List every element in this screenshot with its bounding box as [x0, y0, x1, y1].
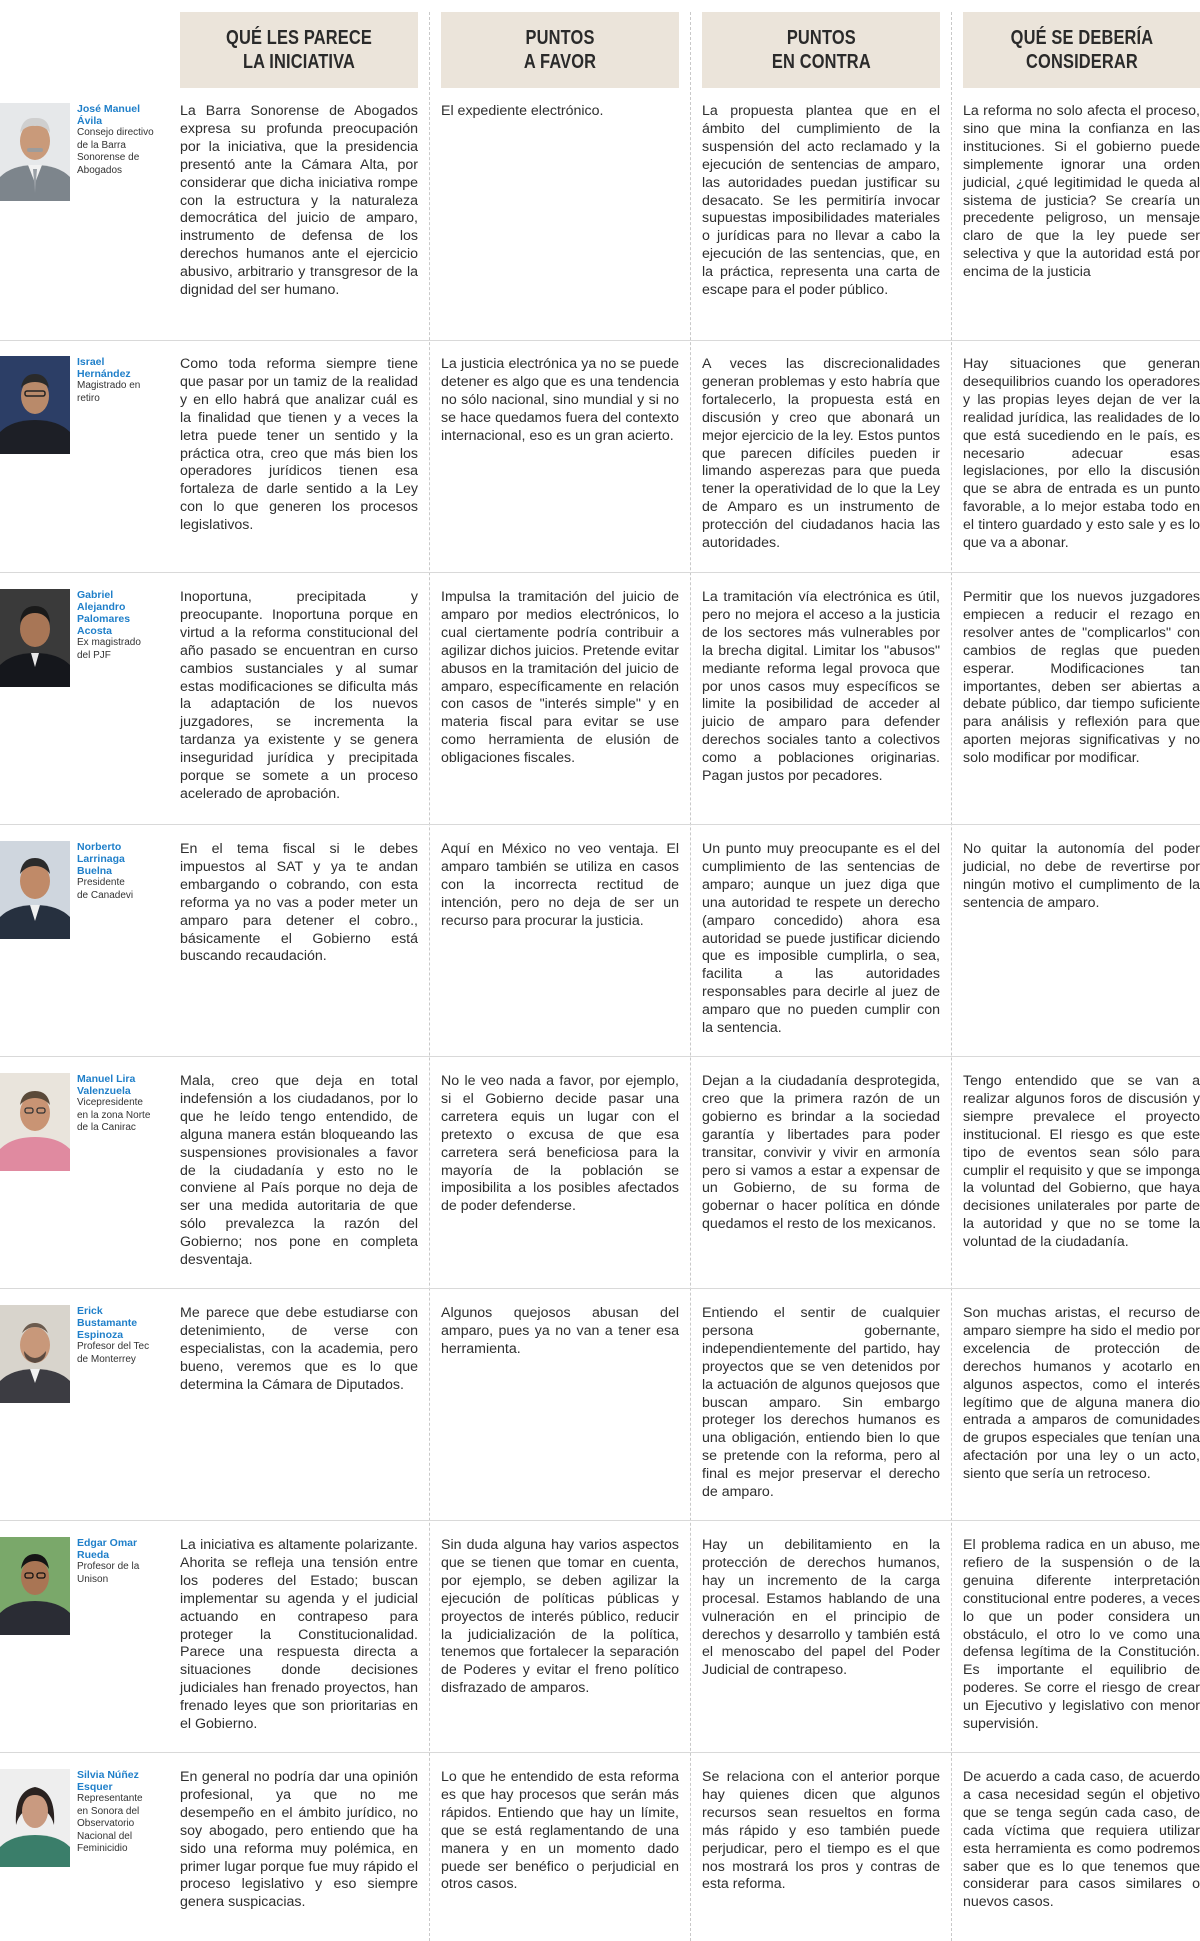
- favor-cell: Impulsa la tramitación del juicio de amparo por medios electrónicos, lo cual ciertamente podría contribuir a agilizar dichos juicios. Pretende evitar abusos en la tramitación del juicio de amparo, específicamente en relación con casos de "interés simple" y en materia fiscal para evitar se use como herramienta de elusión de obligaciones fiscales.: [441, 589, 679, 767]
- considerar-cell: La reforma no solo afecta el proceso, sino que mina la confianza en las instituciones. Si el gobierno puede simplemente ignorar una orden judicial, ¿qué legitimidad le queda al sistema de justicia? Se crearía un precedente peligroso, un mensaje claro de que la ley puede ser selectiva y que la autoridad está por encima de la justicia: [963, 103, 1200, 281]
- header-favor: PUNTOS A FAVOR: [441, 12, 679, 88]
- header-considerar: QUÉ SE DEBERÍA CONSIDERAR: [963, 12, 1200, 88]
- contra-cell: Dejan a la ciudadanía desprotegida, creo que la primera razón de un gobierno es brindar a la sociedad garantía y libertades para poder transitar, convivir y vivir en armonía pero si vamos a estar a expensar de un Gobierno, de su forma de gobernar o hacer política en dónde quedamos el resto de los mexicanos.: [702, 1073, 940, 1233]
- opinion-cell: En el tema fiscal si le debes impuestos al SAT y ya te andan embargando o cobrando, con esta reforma ya no vas a poder meter un amparo para detener el cobro., básicamente el Gobierno está buscando recaudación.: [180, 841, 418, 965]
- person-name: Gabriel Alejandro Palomares Acosta: [77, 589, 131, 637]
- opinion-cell: La iniciativa es altamente polarizante. Ahorita se refleja una tensión entre los poderes del Estado; buscan implementar su agenda y el judicial actuando en contrapeso para proteger la Constitucionalidad. Parece una respuesta directa a situaciones donde decisiones judiciales han frenado proyectos, han frenado leyes que son prioritarias en el Gobierno.: [180, 1537, 418, 1733]
- avatar: [0, 356, 70, 454]
- contra-cell: La tramitación vía electrónica es útil, pero no mejora el acceso a la justicia de los sectores más vulnerables por la brecha digital. Limitar los "abusos" mediante reforma legal provoca que por unos casos muy específicos se limite la posibilidad de acceder al juicio de amparo para defender derechos sociales tanto a colectivos como a poblaciones originarias. Pagan justos por pecadores.: [702, 589, 940, 785]
- favor-cell: Sin duda alguna hay varios aspectos que se tienen que tomar en cuenta, por ejemplo, se deben agilizar la ejecución de políticas públicas y proyectos de interés público, reducir la judicialización de la política, tenemos que fortalecer la separación de Poderes y evitar el freno político disfrazado de amparos.: [441, 1537, 679, 1697]
- row-divider: [0, 572, 1200, 573]
- avatar: [0, 1769, 70, 1867]
- favor-cell: El expediente electrónico.: [441, 103, 604, 119]
- opinion-cell: Me parece que debe estudiarse con detenimiento, de verse con especialistas, con la academia, pero bueno, veremos que es lo que determina la Cámara de Diputados.: [180, 1305, 418, 1393]
- person-name: Israel Hernández: [77, 356, 131, 380]
- row-divider: [0, 1288, 1200, 1289]
- row-divider: [0, 1520, 1200, 1521]
- considerar-cell: De acuerdo a cada caso, de acuerdo a casa necesidad según el objetivo que se tenga según cada caso, de cada víctima que requiera utilizar esta herramienta es como podremos saber que es lo que tenemos que considerar para casos similares o nuevos casos.: [963, 1769, 1200, 1911]
- person-name: Silvia Núñez Esquer: [77, 1769, 139, 1793]
- contra-cell: La propuesta plantea que en el ámbito del cumplimiento de la suspensión del acto reclamado y la ejecución de sentencias de amparo, las autoridades puedan justificar su desacato. Se les permitiría invocar supuestas imposibilidades materiales o jurídicas para no llevar a cabo la ejecución de las sentencias, que, en la práctica, representa una carta de escape para el poder público.: [702, 103, 940, 299]
- person-role: Vicepresidente en la zona Norte de la Canirac: [77, 1097, 151, 1133]
- person-name: José Manuel Ávila: [77, 103, 141, 127]
- considerar-cell: Tengo entendido que se van a realizar algunos foros de discusión y siempre prevalece el proyecto institucional. El riesgo es que este tipo de eventos sean sólo para cumplir el requisito y que se imponga la voluntad del Gobierno, que haya decisiones unilaterales por parte de la autoridad y que no se tome la voluntad de la ciudadanía.: [963, 1073, 1200, 1251]
- opinion-cell: Mala, creo que deja en total indefensión a los ciudadanos, por lo que he leído tengo entendido, de alguna manera están bloqueando las suspensiones provisionales a favor de la ciudadanía y esto no le conviene al País porque no deja de ser una medida autoritaria de que sólo prevalezca la razón del Gobierno; nos pone en completa desventaja.: [180, 1073, 418, 1269]
- person-role: Consejo directivo de la Barra Sonorense de Abogados: [77, 127, 154, 176]
- avatar: [0, 1537, 70, 1635]
- contra-cell: Hay un debilitamiento en la protección de derechos humanos, hay un incremento de la carga procesal. Estamos hablando de una vulneración en el principio de derechos y desarrollo y también está el menoscabo del papel del Poder Judicial de contrapeso.: [702, 1537, 940, 1679]
- avatar: [0, 841, 70, 939]
- header-opinion: QUÉ LES PARECE LA INICIATIVA: [180, 12, 418, 88]
- favor-cell: Aquí en México no veo ventaja. El amparo también se utiliza en casos con la incorrecta rectitud de intención, pero no deja de ser un recurso para procurar la justicia.: [441, 841, 679, 929]
- column-divider: [429, 12, 430, 1941]
- row-divider: [0, 1056, 1200, 1057]
- person-name: Erick Bustamante Espinoza: [77, 1305, 138, 1341]
- row-divider: [0, 824, 1200, 825]
- person-name: Norberto Larrinaga Buelna: [77, 841, 125, 877]
- considerar-cell: Permitir que los nuevos juzgadores empiecen a reducir el rezago en resolver antes de "complicarlos" con cambios de reglas que pueden esperar. Modificaciones tan importantes, deben ser abiertas a debate público, dar tiempo suficiente para análisis y reflexión para que aporten mejoras significativas y no solo modificar por modificar.: [963, 589, 1200, 767]
- favor-cell: No le veo nada a favor, por ejemplo, si el Gobierno decide pasar una carretera equis un lugar con el pretexto o excusa de que esa carretera será beneficiosa para la mayoría de la población se imposibilita a los posibles afectados de poder defenderse.: [441, 1073, 679, 1215]
- row-divider: [0, 340, 1200, 341]
- column-divider: [951, 12, 952, 1941]
- favor-cell: Algunos quejosos abusan del amparo, pues ya no van a tener esa herramienta.: [441, 1305, 679, 1357]
- favor-cell: Lo que he entendido de esta reforma es que hay procesos que serán más rápidos. Entiendo que hay un límite, que se está reglamentando de una manera y en un momento dado puede ser benéfico o perjudicial en otros casos.: [441, 1769, 679, 1893]
- opinion-cell: En general no podría dar una opinión profesional, ya que no me desempeño en el ámbito jurídico, no soy abogado, pero entiendo que ha sido una reforma muy polémica, en primer lugar porque fue muy rápido el proceso legislativo y eso siempre genera suspicacias.: [180, 1769, 418, 1911]
- person-role: Profesor de la Unison: [77, 1561, 140, 1585]
- considerar-cell: No quitar la autonomía del poder judicial, no debe de revertirse por ningún motivo el cumplimento de la sentencia de amparo.: [963, 841, 1200, 911]
- contra-cell: Un punto muy preocupante es el del cumplimiento de las sentencias de amparo; aunque un juez diga que una autoridad te respete un derecho (amparo concedido) ahora esa autoridad se puede justificar diciendo que es imposible cumplirla, o sea, facilita a las autoridades responsables para decirle al juez de amparo que no pueden cumplir con la sentencia.: [702, 841, 940, 1037]
- avatar: [0, 589, 70, 687]
- person-role: Presidente de Canadevi: [77, 877, 134, 901]
- header-contra: PUNTOS EN CONTRA: [702, 12, 940, 88]
- contra-cell: Se relaciona con el anterior porque hay quienes dicen que algunos recursos sean resueltos en forma más rápido y eso también puede perjudicar, pero el tiempo es el que nos mostrará los pros y contras de esta reforma.: [702, 1769, 940, 1893]
- column-divider: [690, 12, 691, 1941]
- person-name: Edgar Omar Rueda: [77, 1537, 138, 1561]
- person-role: Representante en Sonora del Observatorio Nacional del Feminicidio: [77, 1793, 143, 1854]
- contra-cell: Entiendo el sentir de cualquier persona gobernante, independientemente del partido, hay proyectos que se ven detenidos por la actuación de algunos quejosos que buscan amparo. Sin embargo proteger los derechos humanos es una obligación, entiendo bien lo que se pretende con la reforma, pero al final es mejor preservar el derecho de amparo.: [702, 1305, 940, 1501]
- opinion-cell: La Barra Sonorense de Abogados expresa su profunda preocupación por la iniciativa, que la presidencia presentó ante la Cámara Alta, por considerar que dicha iniciativa rompe con la estructura y la naturaleza democrática del juicio de amparo, instrumento de defensa de los derechos humanos ante el ejercicio abusivo, arbitrario y transgresor de la dignidad del ser humano.: [180, 103, 418, 299]
- avatar: [0, 103, 70, 201]
- considerar-cell: Hay situaciones que generan desequilibrios cuando los operadores y las propias leyes dejan de ver la realidad jurídica, las realidades de lo que está sucediendo en le país, es necesario adecuar esas legislaciones, por ello la discusión que se abra de entrada es un punto favorable, a lo mejor estaba todo en el tintero guardado y esto sale y es lo que va a abonar.: [963, 356, 1200, 552]
- opinion-cell: Inoportuna, precipitada y preocupante. Inoportuna porque en virtud a la reforma constitucional del año pasado se encuentran en curso cambios sustanciales y al sumar estas modificaciones se dificulta más la adaptación de los nuevos juzgadores, se incrementa la tardanza ya existente y se genera inseguridad jurídica y precipitada porque se somete a un proceso acelerado de aprobación.: [180, 589, 418, 802]
- contra-cell: A veces las discrecionalidades generan problemas y esto habría que fortalecerlo, la propuesta está en discusión y creo que abonará un mejor ejercicio de la ley. Estos puntos que parecen difíciles pueden ir limando asperezas para que pueda tener la operatividad de lo que la Ley de Amparo es un instrumento de protección del ciudadanos hacia las autoridades.: [702, 356, 940, 552]
- person-name: Manuel Lira Valenzuela: [77, 1073, 136, 1097]
- considerar-cell: El problema radica en un abuso, me refiero de la suspensión o de la genuina diferente interpretación constitucional entre poderes, a veces lo que un poder considera un obstáculo, el otro lo ve como una defensa legítima de la Constitución. Es importante el equilibrio de poderes. Se corre el riesgo de crear un Ejecutivo y legislativo con menor supervisión.: [963, 1537, 1200, 1733]
- person-role: Magistrado en retiro: [77, 380, 141, 404]
- person-role: Profesor del Tec de Monterrey: [77, 1341, 150, 1365]
- opinion-cell: Como toda reforma siempre tiene que pasar por un tamiz de la realidad y en ello habrá que analizar cuál es la finalidad que tienen y a veces la letra puede tener un sentido y la práctica otra, creo que más bien los operadores jurídicos tienen esa fortaleza de darle sentido a la Ley con lo que generen los procesos legislativos.: [180, 356, 418, 534]
- avatar: [0, 1073, 70, 1171]
- favor-cell: La justicia electrónica ya no se puede detener es algo que es una tendencia no sólo nacional, sino mundial y si no se hace quedamos fuera del contexto internacional, eso es un gran acierto.: [441, 356, 679, 444]
- avatar: [0, 1305, 70, 1403]
- person-role: Ex magistrado del PJF: [77, 637, 141, 661]
- row-divider: [0, 1752, 1200, 1753]
- considerar-cell: Son muchas aristas, el recurso de amparo siempre ha sido el medio por excelencia de protección de derechos humanos y acotarlo en algunos aspectos, como el interés legítimo que de alguna manera dio entrada a amparos de comunidades de grupos especiales que tenían una afectación por una ley o un acto, siento que sería un retroceso.: [963, 1305, 1200, 1483]
